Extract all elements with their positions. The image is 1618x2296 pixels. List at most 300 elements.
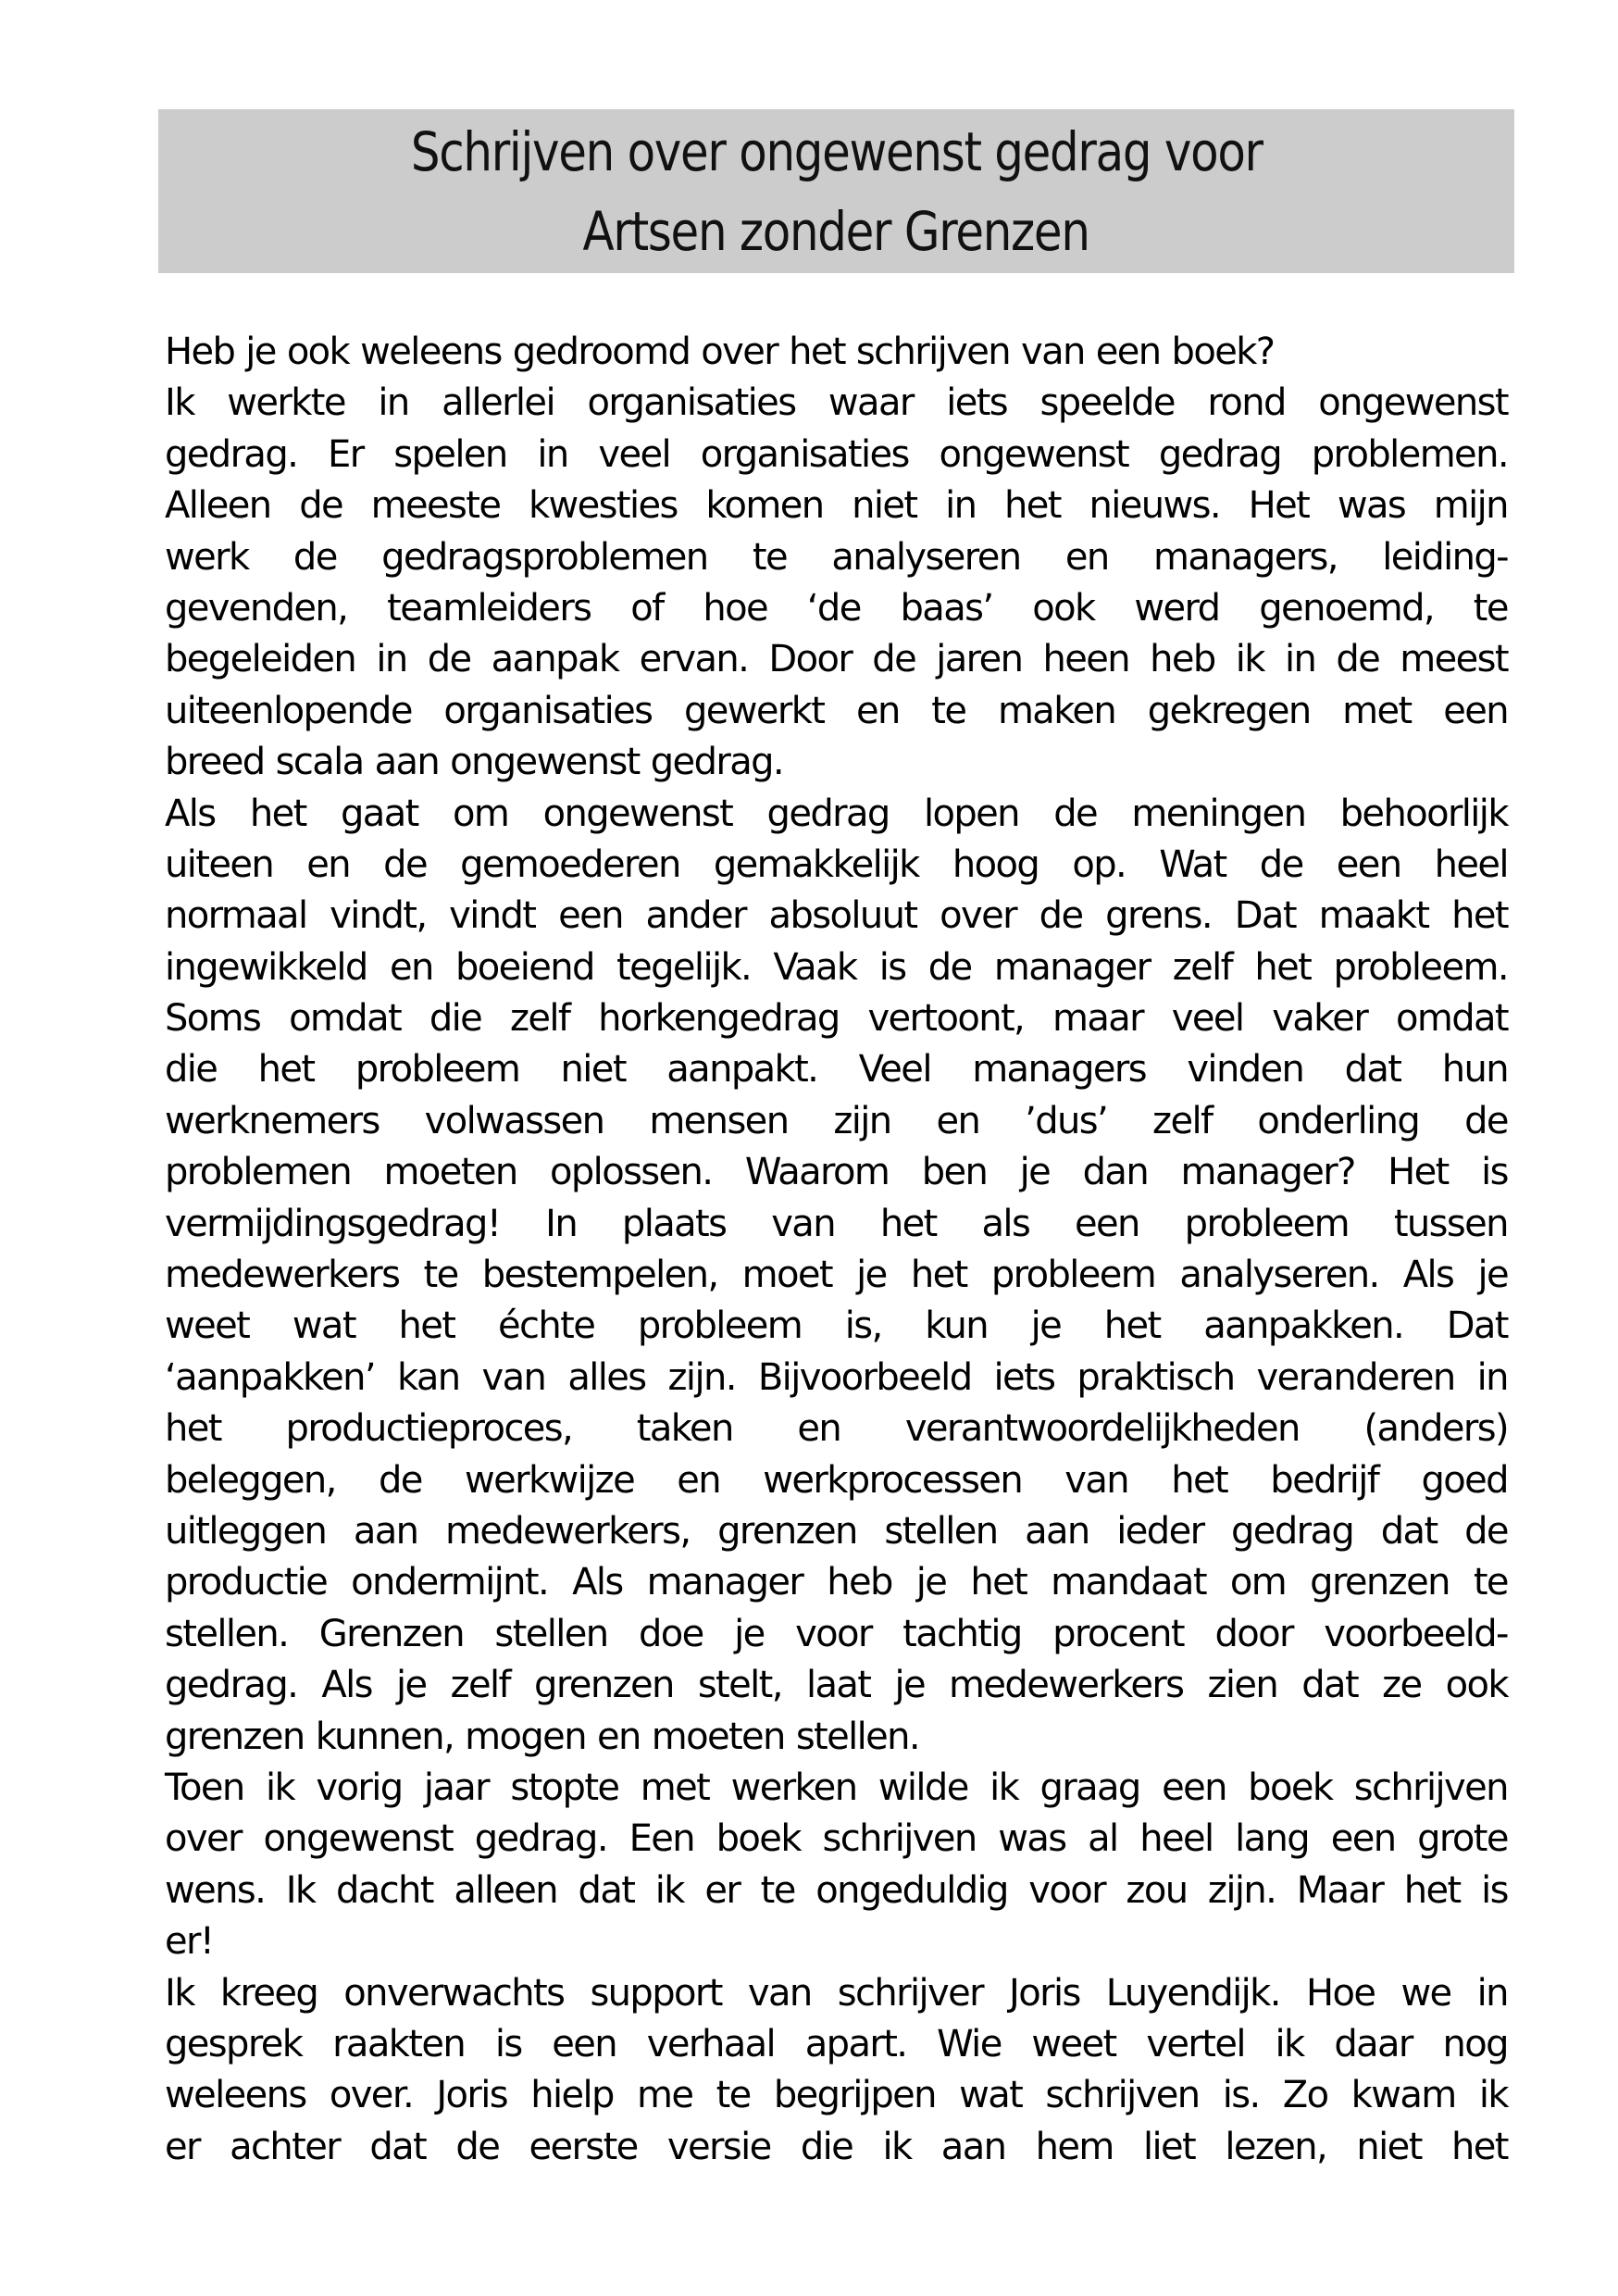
word: niet [560,1048,626,1092]
text-line [165,1609,1508,1660]
text-line [165,1660,1508,1711]
word: is [494,2022,522,2065]
word: is, [844,1304,882,1348]
word: plaats [621,1202,727,1245]
word: beleggen, [165,1458,336,1502]
word: die [429,997,482,1041]
word: het [879,1202,937,1245]
paragraph [165,1968,1508,2174]
word: meningen [1131,792,1306,835]
word: Bijvoorbeeld [757,1355,972,1399]
word: boek [716,1817,801,1861]
word: werkprocessen [763,1458,1023,1502]
word: kwam [1350,2074,1456,2117]
word: alleen [454,1868,558,1912]
word: maken [997,689,1116,732]
word: gewerkt [683,689,825,732]
word: en [855,689,900,732]
word: dat [1380,1509,1438,1553]
word: ik [654,1868,684,1912]
word: organisaties [443,689,653,732]
word: het [249,792,306,835]
word: in [376,638,407,681]
word: vertoont, [867,997,1025,1041]
text-line [165,1712,1508,1763]
word: niet [1356,2125,1422,2168]
word: vindt [449,894,536,938]
word: en [677,1458,721,1502]
word: ook [1445,1664,1508,1707]
word: Toen [165,1766,244,1809]
text-line [165,1353,1508,1404]
word: voor [1028,1868,1105,1912]
word: schrijven [1045,2074,1200,2117]
word: er [704,1868,741,1912]
word: weleens [360,331,502,373]
word: ieder [1116,1509,1204,1553]
word: Een [629,1817,695,1861]
word: iets [993,1355,1055,1399]
word: ook [1032,586,1095,630]
word: en [306,842,351,886]
word: ik [882,2125,912,2168]
paragraph [165,1763,1508,1968]
word: van [1064,1458,1129,1502]
word: het [1451,894,1508,938]
word: aan [374,741,440,784]
word: probleem [637,1304,803,1348]
word: wens. [165,1868,266,1912]
word: ongewenst [939,432,1129,476]
word: we [1400,1971,1451,2015]
word: alles [567,1355,646,1399]
word: de [872,638,916,681]
word: kwesties [528,484,678,528]
word: nieuws. [1089,484,1220,528]
word: omdat [1395,997,1508,1041]
word: probleem [1184,1202,1349,1245]
word: te [1473,1561,1508,1604]
word: waar [828,381,914,425]
word: werd [1134,586,1220,630]
word: en [936,1099,980,1142]
word: door [1214,1612,1293,1655]
word: en [1064,535,1109,579]
word: weet [1031,2022,1116,2065]
word: lezen, [1225,2125,1327,2168]
word: ondermijnt. [351,1561,549,1604]
paragraph [165,789,1508,1763]
word: wilde [877,1766,968,1809]
word: Grenzen [318,1612,464,1655]
word: te [931,689,966,732]
word: een [552,2022,617,2065]
word: was [998,1817,1066,1861]
word: uitleggen [165,1509,327,1553]
word: dat [369,2125,427,2168]
word: raakten [332,2022,466,2065]
word: aanpakt. [666,1048,818,1092]
text-line [165,1968,1508,2019]
word: het [165,1407,221,1451]
word: Er [328,432,364,476]
word: ‘aanpakken’ [165,1355,375,1399]
word: vorig [316,1766,403,1809]
word: weet [165,1304,250,1348]
text-line [165,686,1508,737]
word: schrijven [822,1817,977,1861]
word: dacht [335,1868,433,1912]
word: ingewikkeld [165,945,367,989]
word: In [545,1202,578,1245]
word: de [427,638,471,681]
word: daar [1334,2022,1413,2065]
word: ongewenst [263,1817,454,1861]
word: de [383,842,427,886]
word: aan [1025,1509,1089,1553]
word: in [1476,1355,1508,1399]
paragraph [165,327,1508,378]
word: oplossen. [550,1151,713,1194]
word: gedrag [1158,432,1281,476]
word: horkengedrag [598,997,840,1041]
text-line [165,993,1508,1044]
word: ik [1235,638,1264,681]
word: gedragsproblemen [381,535,708,579]
word: lang [1235,1817,1310,1861]
text-line [165,2070,1508,2121]
word: gemoederen [460,842,680,886]
word: was [1337,484,1406,528]
text-line [165,2122,1508,2173]
word: te [760,1868,795,1912]
word: werknemers [165,1099,380,1142]
text-line [165,737,1508,788]
word: kreeg [219,1971,318,2015]
text-line [165,1250,1508,1301]
word: mogen [465,1715,586,1758]
word: Ik [165,381,194,425]
word: van [1021,331,1085,373]
word: tegelijk. [616,945,752,989]
word: Joris [436,2074,507,2117]
word: het [398,1304,455,1348]
word: medewerkers [949,1664,1184,1707]
word: onverwachts [343,1971,565,2015]
word: het [910,1254,967,1297]
word: rond [1207,381,1286,425]
word: gaat [341,792,418,835]
word: uiteen [165,842,274,886]
word: of [630,586,664,630]
word: het [789,331,845,373]
word: ongewenst [1318,381,1508,425]
word: scala [275,741,364,784]
text-line [165,378,1508,429]
word: gemakkelijk [713,842,919,886]
word: gedrag. [165,432,298,476]
word: met [1342,689,1412,732]
word: gevenden, [165,586,348,630]
word: manager [993,945,1151,989]
word: procent [1052,1612,1185,1655]
word: hoog [952,842,1039,886]
word: Door [768,638,853,681]
word: over [165,1817,242,1861]
word: is. [1222,2074,1260,2117]
word: vermijdingsgedrag! [165,1202,501,1245]
text-line [165,430,1508,480]
word: het [1103,1304,1161,1348]
word: ik [989,1766,1019,1809]
word: werken [730,1766,857,1809]
word: breed [165,741,265,784]
word: moeten [383,1151,517,1194]
word: behoorlijk [1339,792,1508,835]
word: over. [329,2074,414,2117]
word: veel [598,432,670,476]
word: een [1095,331,1161,373]
word: je [1030,1304,1062,1348]
word: het [257,1048,315,1092]
word: Wat [1159,842,1226,886]
text-line [165,583,1508,634]
word: zelf [1172,945,1233,989]
word: met [640,1766,710,1809]
text-line [165,1814,1508,1865]
word: grenzen [165,1715,305,1758]
text-line [165,942,1508,993]
word: Luyendijk. [1105,1971,1280,2015]
word: de [1039,894,1083,938]
word: iets [946,381,1008,425]
word: de [292,535,337,579]
word: boeiend [455,945,594,989]
word: kunnen, [315,1715,454,1758]
text-line [165,1455,1508,1506]
text-line [165,1147,1508,1198]
word: voor [795,1612,872,1655]
word: de [1336,638,1380,681]
word: die [165,1048,218,1092]
word: de [1259,842,1303,886]
word: schrijven [855,331,1011,373]
word: me [636,2074,693,2117]
word: grenzen [534,1664,674,1707]
word: tachtig [902,1612,1022,1655]
text-line [165,891,1508,942]
word: Waarom [744,1151,890,1194]
text-line [165,532,1508,583]
text-line [165,1916,1508,1967]
word: en [797,1407,841,1451]
word: Ik [165,1971,194,2015]
word: een [1075,1202,1139,1245]
word: ben [921,1151,988,1194]
word: wat [292,1304,355,1348]
word: heel [1434,842,1508,886]
word: de [299,484,342,528]
word: Het [1388,1151,1449,1194]
word: dan [1082,1151,1149,1194]
word: omdat [289,997,402,1041]
word: in [1476,1971,1508,2015]
word: je [1477,1254,1508,1297]
word: stellen [494,1612,608,1655]
text-line [165,1506,1508,1557]
word: dat [578,1868,635,1912]
word: spelen [393,432,507,476]
word: allerlei [442,381,554,425]
word: zijn. [667,1355,736,1399]
word: gesprek [165,2022,303,2065]
word: kan [397,1355,460,1399]
word: er [165,2125,200,2168]
word: gedrag. [165,1664,298,1707]
word: speelde [1039,381,1175,425]
word: mijn [1433,484,1508,528]
word: grenzen [1310,1561,1450,1604]
word: bedrijf [1270,1458,1379,1502]
word: tussen [1393,1202,1508,1245]
word: Wie [937,2022,1002,2065]
word: gedrag [1231,1509,1354,1553]
word: de [378,1458,422,1502]
word: gedrag. [474,1817,607,1861]
word: het [1004,484,1061,528]
word: stellen. [165,1612,289,1655]
word: wat [959,2074,1023,2117]
word: genoemd, [1259,586,1434,630]
word: begeleiden [165,638,356,681]
text-line [165,1866,1508,1916]
word: begrijpen [773,2074,936,2117]
word: maar [1052,997,1144,1041]
word: leiding- [1382,535,1508,579]
word: ze [1382,1664,1422,1707]
word: werkte [227,381,345,425]
word: vindt, [330,894,427,938]
word: een [1162,1766,1226,1809]
word: meest [1400,638,1508,681]
word: stelt, [697,1664,782,1707]
word: baas’ [900,586,993,630]
text-line [165,840,1508,891]
word: gedrag. [650,741,784,784]
text-line [165,480,1508,531]
word: Als [1402,1254,1454,1297]
word: ik [266,1766,295,1809]
word: grote [1417,1817,1508,1861]
word: je [395,1664,427,1707]
word: te [716,2074,751,2117]
word: ongewenst [542,792,733,835]
word: heb [1150,638,1215,681]
word: van [771,1202,835,1245]
word: ongeduldig [815,1868,1008,1912]
word: laat [805,1664,871,1707]
text-line [165,1557,1508,1608]
word: zelf [509,997,570,1041]
word: kun [925,1304,989,1348]
word: stellen [884,1509,998,1553]
word: medewerkers [165,1254,400,1297]
word: die [800,2125,853,2168]
word: taken [636,1407,733,1451]
word: hun [1441,1048,1508,1092]
word: en [596,1715,641,1758]
word: manager [646,1561,803,1604]
word: Vaak [773,945,857,989]
word: aanpak [491,638,619,681]
word: meeste [370,484,501,528]
word: mensen [649,1099,789,1142]
word: Veel [858,1048,931,1092]
word: bestempelen, [481,1254,718,1297]
word: schrijver [837,1971,983,2015]
word: vaker [1272,997,1368,1041]
word: gedrag [766,792,890,835]
word: support [590,1971,722,2015]
word: te [1473,586,1508,630]
word: is [1481,1151,1508,1194]
document-title-line-2: Artsen zonder Grenzen [582,199,1090,263]
word: ongewenst [450,741,640,784]
word: jaren [936,638,1023,681]
word: niet [852,484,917,528]
word: voorbeeld- [1324,1612,1508,1655]
word: het [1254,945,1312,989]
word: je [734,1612,765,1655]
word: ik [1275,2022,1304,2065]
word: het [1403,1868,1461,1912]
word: medewerkers, [444,1509,691,1553]
word: aan [940,2125,1006,2168]
word: zijn [833,1099,891,1142]
word: stellen. [795,1715,920,1758]
word: organisaties [700,432,909,476]
word: teamleiders [387,586,591,630]
word: om [1229,1561,1287,1604]
word: te [423,1254,458,1297]
word: goed [1421,1458,1508,1502]
word: apart. [804,2022,907,2065]
word: productieproces, [285,1407,573,1451]
word: maakt [1318,894,1429,938]
text-line [165,2019,1508,2070]
word: heen [1042,638,1130,681]
word: problemen. [1311,432,1508,476]
text-line [165,1404,1508,1454]
word: over [940,894,1016,938]
word: hoe [703,586,767,630]
word: Als [572,1561,623,1604]
word: uiteenlopende [165,689,412,732]
word: graag [1039,1766,1140,1809]
word: verhaal [646,2022,776,2065]
text-line [165,1301,1508,1352]
word: verantwoordelijkheden [904,1407,1300,1451]
word: weleens [165,2074,306,2117]
word: komen [705,484,824,528]
word: heb [827,1561,892,1604]
word: boek [1248,1766,1333,1809]
word: boek? [1171,331,1275,373]
word: Als [321,1664,372,1707]
word: vertel [1146,2022,1245,2065]
text-line [165,634,1508,685]
word: Alleen [165,484,271,528]
